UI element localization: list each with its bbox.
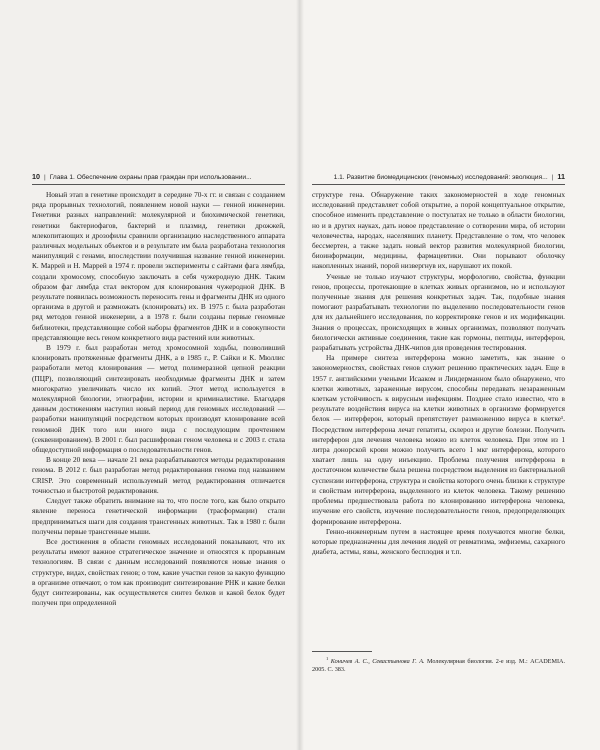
right-page (300, 0, 600, 750)
header-separator: | (551, 174, 554, 181)
paragraph: На примере синтеза интерферона можно заметить, как знание о закономерностях, свойствах генов служит решению практических задач. Еще в 1957 г. английскими учеными Исааком и Линдерманном было обнаружено, что клетки животных, зараженные вирусом, способны передавать незараженным клеткам устойчивость к вирусным инфекциям. Позднее стало известно, что в результате воздействия вируса на клетки животных в организме формируется белок — интерферон, который препятствует размножению вируса в клетке¹. Посредством интерферона лечат гепатиты, склероз и другие болезни. Получить интерферон для лечения человека можно из клеток человека. При этом из 1 литра донорской крови можно получить всего 1 мкг интерферона, которого хватает лишь на одну инъекцию. Проблема получения интерферона в достаточном количестве была решена посредством выделения из бактериальной суспензии интерферона, структура и свойства которого очень близки к структуре и свойствам интерферона, выделенного из клеток человека. Такому решению проблемы предшествовала работа по клонированию интерферона человека, изучение его свойств, изучение последовательности генов, предопределяющих формирование интерферона. (312, 353, 565, 526)
right-running-title: 1.1. Развитие биомедицинских (геномных) исследований: эволюция... (333, 174, 548, 181)
footnote-text: Молекулярная биология. 2-е изд. М.: ACADEMIA. 2005. С. 383. (312, 658, 566, 674)
paragraph: В конце 20 века — начале 21 века разрабатываются методы редактирования генома. В 2012 г. был разработан метод редактирования генома под названием CRISP. Это современный используемый метод редактирования отличается точностью и быстротой редактирования. (32, 455, 285, 495)
footnote (312, 655, 565, 675)
footnote-marker: 1 (326, 656, 329, 661)
book-gutter (296, 0, 304, 750)
right-running-header (312, 170, 565, 185)
paragraph: Новый этап в генетике происходит в середине 70-х гг. и связан с созданием ряда прорывных технологий, появлением новой науки — генной инженерии. Генетики разных направлений: молекулярной и биохимической генетики, генетики бактериофагов, бактерий и плазмид, генетики дрожжей, млекопитающих и дрозофилы сравнили организацию наследственного аппарата различных модельных объектов и в результате им была разработана технология манипуляций с генами, впоследствии получившая название генной инженерии. К. Маррей и Н. Маррей в 1974 г. провели эксперименты с сайтами фага лямбда, создали хромосому, способную заключать в себя чужеродную ДНК. Таким образом фаг лямбда стал вектором для клонирования чужеродной ДНК. В результате появилась возможность переносить гены и фрагменты ДНК из одного организма в другой и размножать (клонировать) их. В 1975 г. была разработан ряд методов генной инженерии, а в 1978 г. были созданы первые геномные библиотеки, представляющие собой наборы фрагментов ДНК и в совокупности представляющие весь геном конкретного вида растений или животных. (32, 190, 285, 342)
right-page-number: 11 (557, 172, 565, 181)
paragraph: Ученые не только изучают структуры, морфологию, свойства, функции генов, процессы, протекающие в клетках живых организмов, но и используют полученные знания для решения конкретных задач. Так, подобные знания помогают разрабатывать технологии по выделению последовательности генов для их дальнейшего исследования, по корректировке генов и их модификации. Знания о процессах, происходящих в живых организмах, позволяют получать биологически активные соединения, такие как гормоны, пептиды, интерферон, разрабатывать устройства ДНК-чипов для проведения тестирования. (312, 271, 565, 353)
paragraph: Следует также обратить внимание на то, что после того, как было открыто явление переноса генетической информации (трасформации) стали предприниматься шаги для создания трансгенных животных. Так в 1980 г. были получены первые трансгенные мыши. (32, 496, 285, 536)
header-separator: | (44, 174, 46, 181)
paragraph: В 1979 г. был разработан метод хромосомной ходьбы, позволивший клонировать протяженные фрагменты ДНК, а в 1985 г., Р. Сайки и К. Мюллис разработали метод клонирования — метод полимеразной цепной реакции (ПЦР), позволяющий синтезировать необходимые фрагменты ДНК и затем многократно увеличивать число их копий. Этот метод используется в молекулярной биологии, этнографии, истории и криминалистике. Благодаря данным достижениям наступил новый период для геномных исследований — разработки манипуляций посредством которых производят клонирование всей геномной ДНК того или иного вида с последующим прочтением (секвенированием). В 2001 г. был расшифрован геном человека и с 2003 г. стала общедоступной информация о последовательности генов. (32, 343, 285, 455)
paragraph: Все достижения в области геномных исследований показывают, что их результаты имеют важное стратегическое значение и относятся к прорывным технологиям. В связи с данным исследований появляются новые знания о структуре, видах, свойствах генов; о том, какие участки генов за какую функцию в организме отвечают, о том как производит синтезирование РНК и какие белки будут синтезированы, как осуществляется синтез белков и какой белок будет получен при определенной (32, 536, 285, 608)
paragraph: Генно-инженерным путем в настоящее время получаются многие белки, которые предназначены для лечения людей от ревматизма, эмфиземы, сахарного диабета, астмы, язвы, женского бесплодия и т.п. (312, 526, 565, 557)
paragraph: структуре гена. Обнаружение таких закономерностей в ходе геномных исследований представляет собой открытие, а порой концептуальное открытие, способное изменить представление о постулатах не только в области биологии, но и в других науках, дать новое представление о сотворении мира, об истории человечества, народах, населявших планету. Представление о том, что человек бессмертен, а также задать новый вектор развития молекулярной биологии, биоинформации, медицины, фармацевтики. Они порывают оболочку накопленных знаний, порой низвергнув их, нарушают их покой. (312, 190, 565, 271)
footnote-author: Коничев А. С., Севастьянова Г. А. (330, 658, 425, 666)
left-running-header (32, 170, 285, 185)
left-page-number: 10 (32, 172, 40, 181)
footnote-divider (312, 651, 372, 652)
right-page-body (312, 190, 565, 557)
left-running-title: Глава 1. Обеспечение охраны прав граждан при использовании... (49, 174, 252, 181)
left-page-body (32, 190, 285, 608)
